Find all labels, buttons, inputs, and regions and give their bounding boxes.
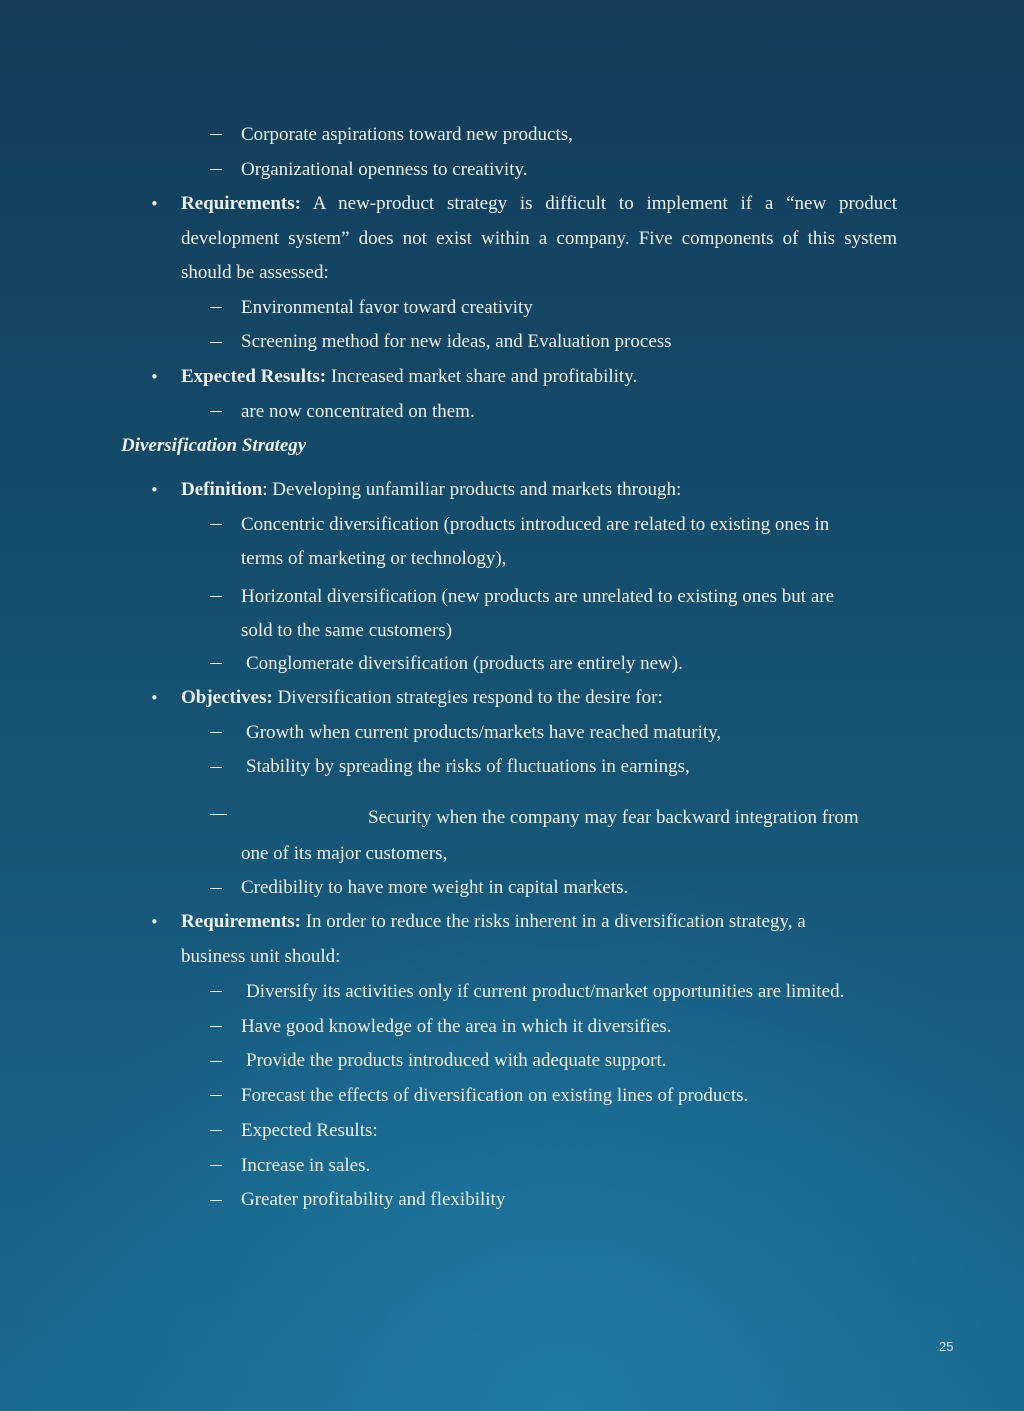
bullet-marker: •: [150, 689, 159, 707]
dash-marker: [210, 134, 222, 135]
dash-marker: [210, 411, 222, 412]
list-item-continuation: one of its major customers,: [241, 843, 448, 864]
np-requirements-line1: Requirements: A new-product strategy is difficult to implement if a “new product: [181, 193, 898, 214]
section-heading: Diversification Strategy: [121, 435, 307, 456]
definition-line: Definition: Developing unfamiliar products and markets through:: [181, 479, 682, 500]
objectives-line: Objectives: Diversification strategies respond to the desire for:: [181, 687, 663, 708]
list-item-continuation: terms of marketing or technology),: [241, 548, 507, 569]
dash-marker: [210, 1061, 222, 1062]
list-item: Security when the company may fear backward integration from: [368, 807, 859, 828]
div-requirements-label: Requirements:: [181, 911, 301, 932]
dash-marker: [210, 524, 222, 525]
dash-marker: [210, 767, 222, 768]
list-item: Increase in sales.: [241, 1155, 371, 1176]
np-requirements-label: Requirements:: [181, 193, 301, 214]
dash-marker: [210, 888, 222, 889]
np-results-label: Expected Results:: [181, 366, 327, 387]
list-item-continuation: sold to the same customers): [241, 620, 453, 641]
dash-marker: [210, 1130, 222, 1131]
bullet-marker: •: [150, 195, 159, 213]
list-item: Horizontal diversification (new products are unrelated to existing ones but are: [241, 586, 835, 607]
dash-marker: [210, 307, 222, 308]
list-item: Environmental favor toward creativity: [241, 297, 533, 318]
dash-marker: [210, 342, 222, 343]
list-item: Organizational openness to creativity.: [241, 159, 528, 180]
list-item: Corporate aspirations toward new products,: [241, 124, 573, 145]
list-item: Screening method for new ideas, and Evaluation process: [241, 331, 672, 352]
dash-marker: [210, 991, 222, 992]
list-item: Have good knowledge of the area in which it diversifies.: [241, 1016, 672, 1037]
list-item: Conglomerate diversification (products are entirely new).: [246, 653, 683, 674]
dash-marker: [210, 663, 222, 664]
bullet-marker: •: [150, 368, 159, 386]
objectives-label: Objectives:: [181, 687, 273, 708]
list-item: Expected Results:: [241, 1120, 378, 1141]
np-requirements-line3: should be assessed:: [181, 262, 329, 283]
dash-marker: [210, 596, 222, 597]
dash-marker: [210, 169, 222, 170]
list-item: Diversify its activities only if current product/market opportunities are limited.: [246, 981, 845, 1002]
div-requirements-line1: Requirements: In order to reduce the risks inherent in a diversification strategy, a: [181, 911, 806, 932]
list-item: Credibility to have more weight in capital markets.: [241, 877, 629, 898]
np-requirements-line2: development system” does not exist within a company. Five components of this system: [181, 228, 897, 249]
dash-marker: [210, 732, 222, 733]
list-item: Growth when current products/markets have reached maturity,: [246, 722, 722, 743]
dash-marker: [210, 814, 227, 815]
dash-marker: [210, 1095, 222, 1096]
dash-marker: [210, 1026, 222, 1027]
definition-label: Definition: [181, 479, 263, 500]
list-item: Provide the products introduced with adequate support.: [246, 1050, 667, 1071]
list-item: are now concentrated on them.: [241, 401, 475, 422]
np-results-line: Expected Results: Increased market share and profitability.: [181, 366, 638, 387]
page-number: 25: [939, 1339, 954, 1354]
dash-marker: [210, 1165, 222, 1166]
bullet-marker: •: [150, 913, 159, 931]
div-requirements-line2: business unit should:: [181, 946, 341, 967]
list-item: Forecast the effects of diversification on existing lines of products.: [241, 1085, 749, 1106]
list-item: Stability by spreading the risks of fluctuations in earnings,: [246, 756, 690, 777]
dash-marker: [210, 1200, 222, 1201]
list-item: Greater profitability and flexibility: [241, 1189, 506, 1210]
bullet-marker: •: [150, 481, 159, 499]
list-item: Concentric diversification (products introduced are related to existing ones in: [241, 514, 830, 535]
